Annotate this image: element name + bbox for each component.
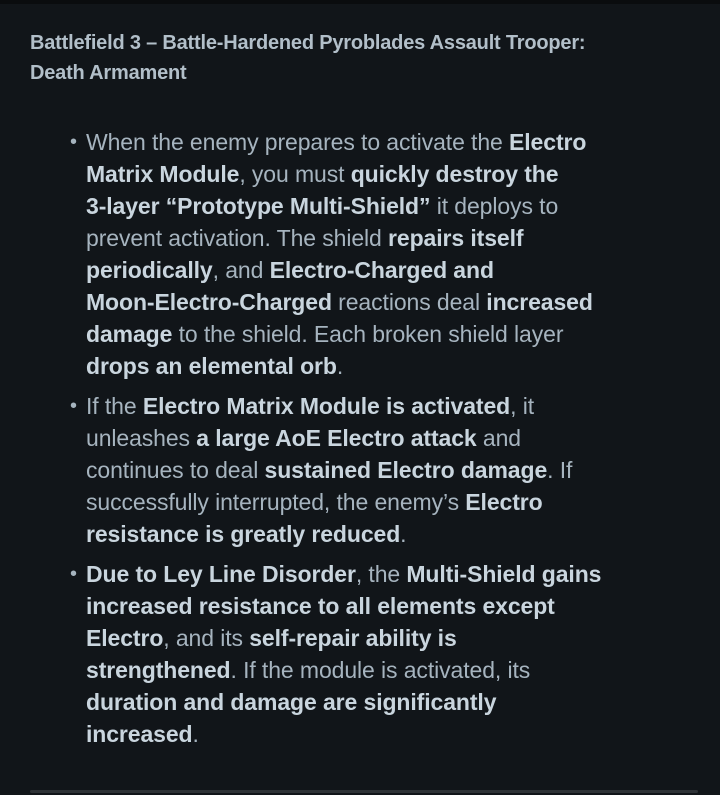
- top-edge-strip: [0, 0, 720, 4]
- mechanics-list: [30, 126, 690, 750]
- list-item: [70, 126, 690, 382]
- bullet-text: When the enemy prepares to activate the Electro Matrix Module, you must quickly destroy the 3-layer “Prototype Multi-Shield” it deploys to prevent activation. The shield repairs itself periodically, and Electro-Charged and Moon-Electro-Charged reactions deal increased damage to the shield. Each broken shield layer drops an elemental orb.: [86, 129, 593, 379]
- list-item: [70, 390, 690, 550]
- bullet-text: If the Electro Matrix Module is activated, it unleashes a large AoE Electro attack and continues to deal sustained Electro damage. If successfully interrupted, the enemy’s Electro resistance is greatly reduced.: [86, 393, 573, 547]
- page-title: Battlefield 3 – Battle-Hardened Pyroblades Assault Trooper: Death Armament: [30, 32, 586, 84]
- list-item: [70, 558, 690, 750]
- bullet-text: Due to Ley Line Disorder, the Multi-Shield gains increased resistance to all elements except Electro, and its self-repair ability is strengthened. If the module is activated, its duration and damage are significantly increased.: [86, 561, 602, 747]
- bullet-marker: •: [70, 131, 78, 153]
- bullet-marker: •: [70, 563, 78, 585]
- bullet-marker: •: [70, 395, 78, 417]
- bottom-divider: [30, 790, 698, 793]
